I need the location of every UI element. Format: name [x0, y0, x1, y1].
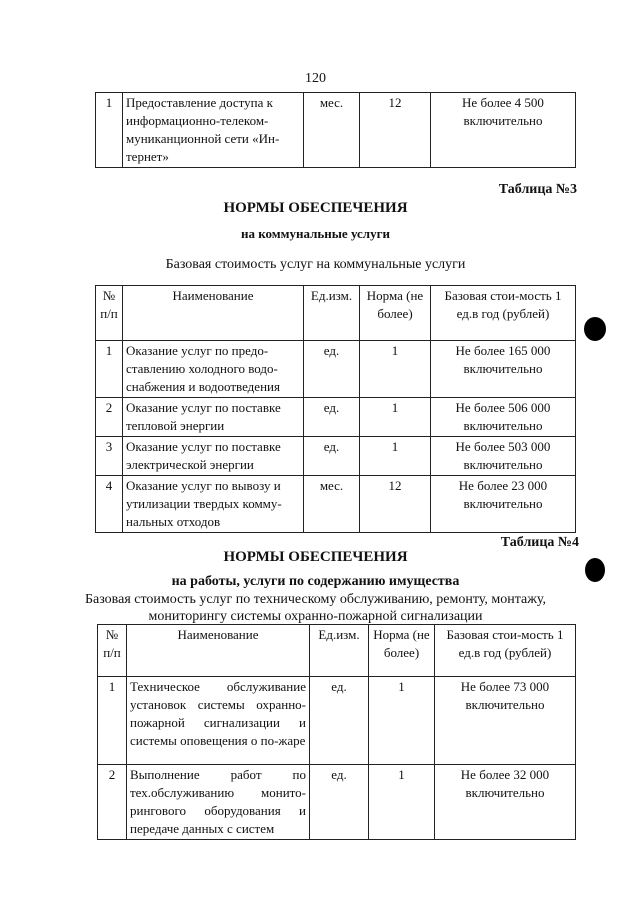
row-number: 1 — [98, 677, 127, 765]
table-header-row — [98, 625, 576, 677]
row-unit: мес. — [304, 476, 360, 533]
row-norm: 1 — [360, 437, 431, 476]
row-price: Не более 503 000 включительно — [431, 437, 576, 476]
header-price: Базовая стои-мость 1 ед.в год (рублей) — [431, 286, 576, 341]
binder-hole-mark — [585, 558, 605, 582]
header-price: Базовая стои-мость 1 ед.в год (рублей) — [435, 625, 576, 677]
header-norm: Норма (не более) — [369, 625, 435, 677]
table-row — [98, 677, 576, 765]
row-unit: ед. — [310, 765, 369, 840]
header-unit: Ед.изм. — [304, 286, 360, 341]
table4-label: Таблица №4 — [500, 535, 579, 550]
row-number: 1 — [96, 93, 123, 168]
table4 — [97, 624, 576, 840]
table4-subtitle: на работы, услуги по содержанию имущества — [171, 574, 460, 589]
table4-title: НОРМЫ ОБЕСПЕЧЕНИЯ — [223, 549, 408, 565]
header-norm: Норма (не более) — [360, 286, 431, 341]
row-unit: ед. — [310, 677, 369, 765]
header-name: Наименование — [127, 625, 310, 677]
table-row — [96, 93, 576, 168]
row-name: Оказание услуг по поставке электрической энергии — [123, 437, 304, 476]
table-row — [98, 765, 576, 840]
table2-continuation — [95, 92, 576, 168]
header-name: Наименование — [123, 286, 304, 341]
row-price: Не более 23 000 включительно — [431, 476, 576, 533]
row-name: Оказание услуг по поставке тепловой энергии — [123, 398, 304, 437]
table3-subtitle: на коммунальные услуги — [240, 226, 390, 241]
row-name: Оказание услуг по предо-ставлению холодного водо-снабжения и водоотведения — [123, 341, 304, 398]
header-unit: Ед.изм. — [310, 625, 369, 677]
row-number: 3 — [96, 437, 123, 476]
table4-caption-line2: мониторингу системы охранно-пожарной сигнализации — [148, 609, 483, 624]
table3-label: Таблица №3 — [498, 182, 577, 197]
row-price: Не более 32 000 включительно — [435, 765, 576, 840]
row-unit: ед. — [304, 341, 360, 398]
row-name: Предоставление доступа к информационно-телеком-муниканционной сети «Ин-тернет» — [123, 93, 304, 168]
table-row — [96, 398, 576, 437]
table-header-row — [96, 286, 576, 341]
row-number: 1 — [96, 341, 123, 398]
row-name: Техническое обслуживание установок системы охранно-пожарной сигнализации и системы оповещения о по-жаре — [127, 677, 310, 765]
row-price: Не более 4 500 включительно — [431, 93, 576, 168]
binder-hole-mark — [584, 317, 606, 341]
row-norm: 12 — [360, 476, 431, 533]
row-norm: 1 — [360, 341, 431, 398]
row-price: Не более 506 000 включительно — [431, 398, 576, 437]
row-norm: 12 — [360, 93, 431, 168]
header-num: № п/п — [98, 625, 127, 677]
page-number: 120 — [305, 71, 326, 86]
row-name: Выполнение работ по тех.обслуживанию монито-рингового оборудования и передаче данных с систем — [127, 765, 310, 840]
header-num: № п/п — [96, 286, 123, 341]
row-unit: ед. — [304, 437, 360, 476]
table-row — [96, 476, 576, 533]
table-row — [96, 437, 576, 476]
row-unit: ед. — [304, 398, 360, 437]
row-norm: 1 — [369, 765, 435, 840]
row-name: Оказание услуг по вывозу и утилизации твердых комму-нальных отходов — [123, 476, 304, 533]
row-unit: мес. — [304, 93, 360, 168]
row-number: 4 — [96, 476, 123, 533]
table3-title: НОРМЫ ОБЕСПЕЧЕНИЯ — [223, 200, 408, 216]
row-number: 2 — [98, 765, 127, 840]
table3-caption: Базовая стоимость услуг на коммунальные услуги — [165, 257, 466, 272]
table-row — [96, 341, 576, 398]
table4-caption-line1: Базовая стоимость услуг по техническому обслуживанию, ремонту, монтажу, — [84, 592, 547, 607]
table3 — [95, 285, 576, 533]
row-norm: 1 — [369, 677, 435, 765]
row-norm: 1 — [360, 398, 431, 437]
row-price: Не более 73 000 включительно — [435, 677, 576, 765]
row-price: Не более 165 000 включительно — [431, 341, 576, 398]
row-number: 2 — [96, 398, 123, 437]
